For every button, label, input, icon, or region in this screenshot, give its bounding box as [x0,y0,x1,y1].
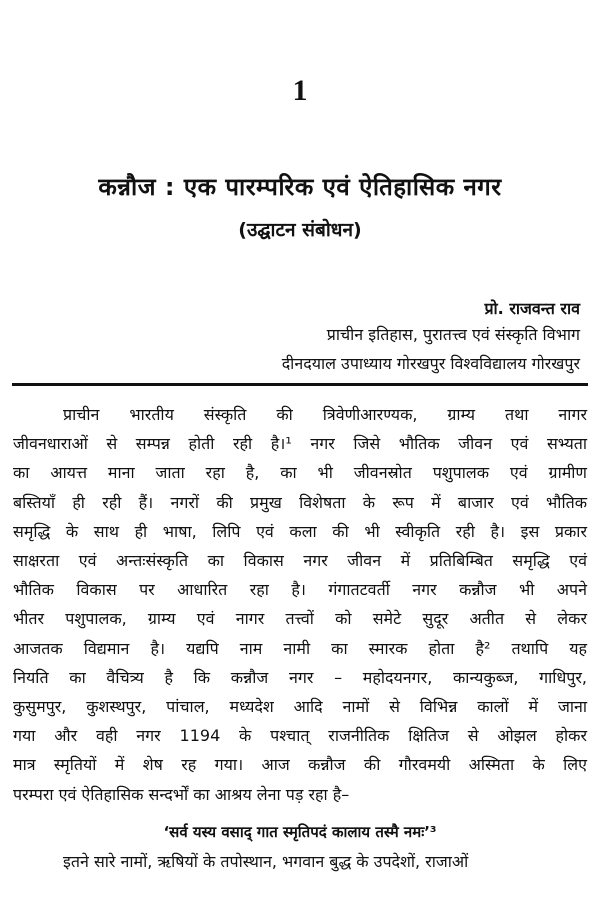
body-line: भीतर पशुपालक, ग्राम्य एवं नागर तत्त्वों को समेटे सुदूर अतीत से लेकर [13,609,587,629]
divider-rule [12,383,588,386]
author-university: दीनदयाल उपाध्याय गोरखपुर विश्वविद्यालय गोरखपुर [281,354,580,373]
body-line: प्राचीन भारतीय संस्कृति की त्रिवेणीआरण्यक, ग्राम्य तथा नागर [63,405,587,424]
author-department: प्राचीन इतिहास, पुरातत्त्व एवं संस्कृति विभाग [326,325,580,344]
body-line: जीवनधाराओं से सम्पन्न होती रही है।¹ नगर जिसे भौतिक जीवन एवं सभ्यता [13,434,587,454]
continuation-line: इतने सारे नामों, ऋषियों के तपोस्थान, भगवान बुद्ध के उपदेशों, राजाओं [63,852,469,871]
body-line: साक्षरता एवं अन्तःसंस्कृति का विकास नगर जीवन में प्रतिबिम्बित समृद्धि एवं [13,551,587,571]
chapter-subtitle: (उद्घाटन संबोधन) [238,219,362,241]
chapter-number: 1 [292,74,308,107]
body-line: का आयत्त माना जाता रहा है, का भी जीवनस्रोत पशुपालक एवं ग्रामीण [13,463,587,483]
author-name: प्रो. राजवन्त राव [484,299,580,318]
body-line: भौतिक विकास पर आधारित रहा है। गंगातटवर्ती नगर कन्नौज भी अपने [13,580,587,600]
body-line: कुसुमपुर, कुशस्थपुर, पांचाल, मध्यदेश आदि नामों से विभिन्न कालों में जाना [13,697,587,717]
body-line: बस्तियाँ ही रही हैं। नगरों की प्रमुख विशेषता के रूप में बाजार एवं भौतिक [13,492,587,512]
body-line: मात्र स्मृतियों में शेष रह गया। आज कन्नौज की गौरवमयी अस्मिता के लिए [13,755,587,775]
body-line: नियति का वैचित्र्य है कि कन्नौज नगर – महोदयनगर, कान्यकुब्ज, गाधिपुर, [13,667,587,687]
body-line: समृद्धि के साथ ही भाषा, लिपि एवं कला की भी स्वीकृति रही है। इस प्रकार [13,521,587,541]
body-line: आजतक विद्यमान है। यद्यपि नाम नामी का स्मारक होता है² तथापि यह [13,638,587,658]
sanskrit-quote: ‘सर्व यस्य वसाद् गात स्मृतिपदं कालाय तस्मै नमः’³ [163,823,437,841]
body-line: गया और वही नगर 1194 के पश्चात् राजनीतिक क्षितिज से ओझल होकर [13,726,587,746]
body-paragraph [13,400,587,809]
chapter-title: कन्नौज : एक पारम्परिक एवं ऐतिहासिक नगर [98,173,502,201]
body-line: परम्परा एवं ऐतिहासिक सन्दर्भों का आश्रय लेना पड़ रहा है– [13,784,350,804]
